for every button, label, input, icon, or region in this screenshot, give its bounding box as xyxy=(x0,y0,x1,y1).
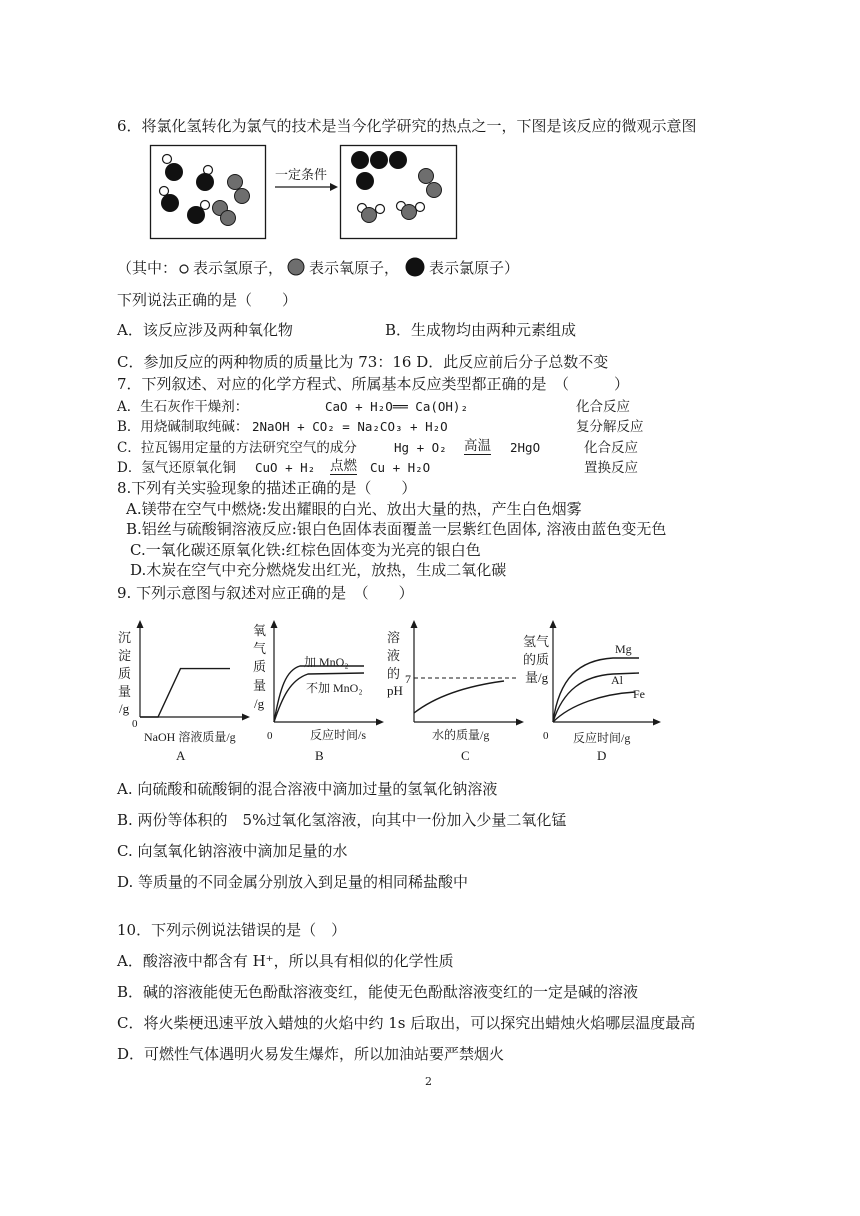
q9-option-b: B. 两份等体积的 5%过氧化氢溶液，向其中一份加入少量二氧化锰 xyxy=(117,811,567,829)
q7-row-d-condition: 点燃 xyxy=(330,458,357,474)
q8-option-b: B.铝丝与硫酸铜溶液反应:银白色固体表面覆盖一层紫红色固体, 溶液由蓝色变无色 xyxy=(126,520,667,538)
graph-b-letter: B xyxy=(315,748,324,763)
q8-option-c: C.一氧化碳还原氧化铁:红棕色固体变为光亮的银白色 xyxy=(130,541,481,559)
graph-d-xlabel: 反应时间/g xyxy=(573,731,631,745)
q6-option-b: B．生成物均由两种元素组成 xyxy=(385,321,577,339)
q6-stem: 6．将氯化氢转化为氯气的技术是当今化学研究的热点之一，下图是该反应的微观示意图 xyxy=(117,117,697,135)
q8-option-a: A.镁带在空气中燃烧:发出耀眼的白光、放出大量的热，产生白色烟雾 xyxy=(126,500,582,518)
graph-b-ylabel-2: 气 xyxy=(253,641,267,656)
q7-row-c-product: 2HgO xyxy=(510,440,541,455)
arrow-label: 一定条件 xyxy=(275,167,328,182)
graph-a-ylabel-4: 量 xyxy=(118,684,132,699)
graph-a-ylabel-3: 质 xyxy=(118,666,132,681)
graph-a-ylabel-1: 沉 xyxy=(118,630,132,645)
q6-option-cd: C．参加反应的两种物质的质量比为 73：16 D．此反应前后分子总数不变 xyxy=(117,353,609,371)
graph-c-letter: C xyxy=(461,748,470,763)
graph-d-letter: D xyxy=(597,748,607,763)
q7-row-b-equation: 2NaOH + CO₂ = Na₂CO₃ + H₂O xyxy=(252,419,448,434)
graph-a-origin: 0 xyxy=(132,718,138,730)
q6-legend xyxy=(117,253,519,278)
graph-a-curve xyxy=(140,669,230,717)
graph-b-origin: 0 xyxy=(267,730,273,742)
q7-row-a-equation: CaO + H₂O══ Ca(OH)₂ xyxy=(325,399,468,414)
q7-row-d-desc: D．氢气还原氧化铜 xyxy=(117,460,236,476)
q7-row-a-desc: A．生石灰作干燥剂： xyxy=(117,399,249,415)
q6-reaction-diagram xyxy=(150,145,470,240)
chlorine-atom-icon xyxy=(405,257,425,277)
q8-option-d: D.木炭在空气中充分燃烧发出红光，放热，生成二氧化碳 xyxy=(130,561,507,579)
graph-d-ylabel-2: 的质 xyxy=(523,652,550,667)
graph-d-series-al: Al xyxy=(611,673,623,687)
hydrogen-atom-icon xyxy=(179,264,189,274)
q6-option-a: A．该反应涉及两种氧化物 xyxy=(117,321,293,339)
q10-option-c: C．将火柴梗迅速平放入蜡烛的火焰中约 1s 后取出，可以探究出蜡烛火焰哪层温度最高 xyxy=(117,1014,696,1032)
graph-c-ylabel-3: 的 xyxy=(387,666,401,681)
q7-row-c-desc: C．拉瓦锡用定量的方法研究空气的成分 xyxy=(117,440,357,456)
graph-b-ylabel-4: 量 xyxy=(253,678,267,693)
q7-row-d-equation: CuO + H₂ xyxy=(255,460,316,475)
page-number: 2 xyxy=(425,1075,432,1088)
graph-d-ylabel-3: 量/g xyxy=(525,670,549,685)
graph-c-ylabel-2: 液 xyxy=(387,648,401,663)
graph-b-series-1-label: 加 MnO₂ xyxy=(304,655,349,669)
graph-d-curve-al xyxy=(553,673,639,722)
graph-d xyxy=(523,618,663,768)
graph-a-xlabel: NaOH 溶液质量/g xyxy=(144,730,236,744)
graph-b-ylabel-1: 氧 xyxy=(253,623,267,638)
graph-c-ytick-7: 7 xyxy=(405,672,411,686)
graph-c-curve xyxy=(414,681,504,713)
graph-b-series-2-label: 不加 MnO₂ xyxy=(306,681,363,695)
q7-row-c-condition: 高温 xyxy=(464,438,491,454)
legend-oxygen: 表示氧原子， xyxy=(309,259,400,277)
q7-row-b-desc: B．用烧碱制取纯碱： xyxy=(117,419,249,435)
graph-d-series-mg: Mg xyxy=(615,642,632,656)
q7-row-c-type: 化合反应 xyxy=(584,440,638,456)
graph-d-series-fe: Fe xyxy=(633,687,645,701)
legend-chlorine: 表示氯原子） xyxy=(429,259,520,277)
q9-option-a: A. 向硫酸和硫酸铜的混合溶液中滴加过量的氢氧化钠溶液 xyxy=(117,780,498,798)
legend-hydrogen: 表示氢原子， xyxy=(193,259,284,277)
graph-b-ylabel-5: /g xyxy=(254,696,265,711)
graph-a xyxy=(118,618,258,768)
oxygen-atom-icon xyxy=(287,258,305,276)
q7-row-d-type: 置换反应 xyxy=(584,460,638,476)
q9-option-c: C. 向氢氧化钠溶液中滴加足量的水 xyxy=(117,842,348,860)
q7-row-c-equation: Hg + O₂ xyxy=(394,440,447,455)
graph-a-ylabel-2: 淀 xyxy=(118,648,132,663)
q10-option-b: B．碱的溶液能使无色酚酞溶液变红，能使无色酚酞溶液变红的一定是碱的溶液 xyxy=(117,983,639,1001)
graph-d-ylabel-1: 氢气 xyxy=(523,634,550,649)
q7-stem: 7．下列叙述、对应的化学方程式、所属基本反应类型都正确的是 （ ） xyxy=(117,375,630,393)
q9-stem: 9. 下列示意图与叙述对应正确的是 （ ） xyxy=(117,584,414,602)
graph-d-origin: 0 xyxy=(543,730,549,742)
q7-row-b-type: 复分解反应 xyxy=(576,419,644,435)
graph-c-xlabel: 水的质量/g xyxy=(432,728,490,742)
graph-c xyxy=(386,618,526,768)
graph-b-xlabel: 反应时间/s xyxy=(310,728,367,742)
graph-a-ylabel-5: /g xyxy=(119,701,130,716)
q8-stem: 8.下列有关实验现象的描述正确的是（ ） xyxy=(117,479,417,497)
q10-option-a: A．酸溶液中都含有 H⁺，所以具有相似的化学性质 xyxy=(117,952,454,970)
q10-option-d: D．可燃性气体遇明火易发生爆炸，所以加油站要严禁烟火 xyxy=(117,1045,505,1063)
graph-a-letter: A xyxy=(176,748,186,763)
graph-b xyxy=(252,618,397,768)
graph-c-ylabel-1: 溶 xyxy=(387,630,401,645)
q10-stem: 10．下列示例说法错误的是（ ） xyxy=(117,921,347,939)
q6-ask: 下列说法正确的是（ ） xyxy=(117,291,298,309)
q7-row-d-product: Cu + H₂O xyxy=(370,460,431,475)
graph-c-ylabel-4: pH xyxy=(387,683,403,698)
legend-prefix: （其中： xyxy=(117,259,178,277)
graph-b-ylabel-3: 质 xyxy=(253,659,267,674)
q9-option-d: D. 等质量的不同金属分别放入到足量的相同稀盐酸中 xyxy=(117,873,469,891)
q7-row-a-type: 化合反应 xyxy=(576,399,630,415)
